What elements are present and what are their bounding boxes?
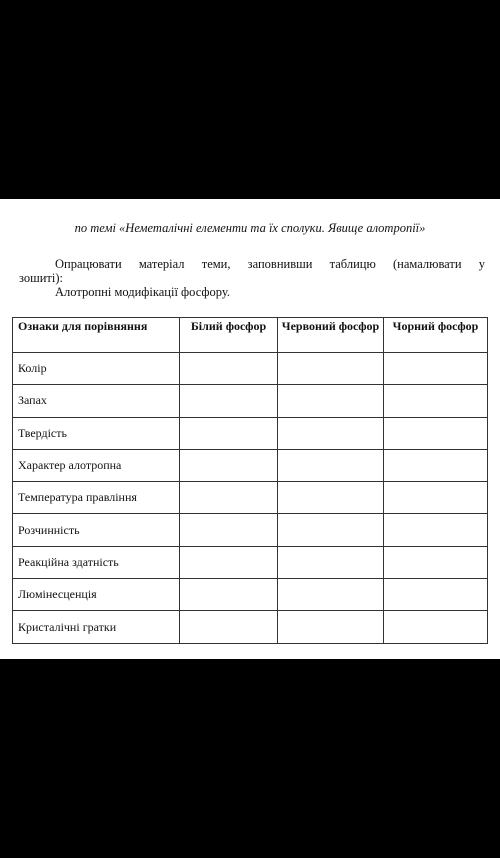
- comparison-table: [12, 317, 488, 644]
- header-criteria: Ознаки для порівняння: [13, 318, 180, 353]
- document-heading: по темі «Неметалічні елементи та їх сполуки. Явище алотропії»: [74, 221, 426, 235]
- instruction-word: теми,: [201, 257, 231, 271]
- table-header-row: [13, 318, 488, 353]
- instruction-word: Опрацювати: [55, 257, 122, 271]
- answer-cell[interactable]: [180, 353, 278, 385]
- answer-cell[interactable]: [278, 417, 384, 449]
- answer-cell[interactable]: [278, 514, 384, 546]
- answer-cell[interactable]: [278, 611, 384, 643]
- table-body: [13, 353, 488, 644]
- table-row: [13, 514, 488, 546]
- table-row: [13, 579, 488, 611]
- header-black-phosphorus: Чорний фосфор: [384, 318, 488, 353]
- answer-cell[interactable]: [180, 579, 278, 611]
- table-row: [13, 385, 488, 417]
- answer-cell[interactable]: [278, 385, 384, 417]
- answer-cell[interactable]: [180, 482, 278, 514]
- instruction-line-1: [19, 257, 485, 271]
- document-page: [0, 199, 500, 659]
- table-row: [13, 611, 488, 643]
- answer-cell[interactable]: [384, 353, 488, 385]
- instruction-word: таблицю: [329, 257, 376, 271]
- table-row: [13, 482, 488, 514]
- answer-cell[interactable]: [384, 417, 488, 449]
- instruction-paragraph: [19, 257, 485, 299]
- header-white-phosphorus: Білий фосфор: [180, 318, 278, 353]
- answer-cell[interactable]: [278, 449, 384, 481]
- instruction-line-2: зошиті):: [19, 271, 64, 285]
- table-row: [13, 449, 488, 481]
- instruction-word: у: [478, 257, 485, 271]
- instruction-word: матеріал: [138, 257, 185, 271]
- answer-cell[interactable]: [384, 579, 488, 611]
- answer-cell[interactable]: [384, 449, 488, 481]
- answer-cell[interactable]: [278, 546, 384, 578]
- instruction-word: заповнивши: [247, 257, 313, 271]
- answer-cell[interactable]: [180, 417, 278, 449]
- table-subtitle: Алотропні модифікації фосфору.: [55, 285, 230, 299]
- criteria-cell: Запах: [13, 385, 180, 417]
- answer-cell[interactable]: [384, 514, 488, 546]
- answer-cell[interactable]: [384, 546, 488, 578]
- answer-cell[interactable]: [278, 579, 384, 611]
- answer-cell[interactable]: [180, 546, 278, 578]
- answer-cell[interactable]: [384, 611, 488, 643]
- answer-cell[interactable]: [384, 482, 488, 514]
- criteria-cell: Люмінесценція: [13, 579, 180, 611]
- answer-cell[interactable]: [278, 482, 384, 514]
- answer-cell[interactable]: [180, 385, 278, 417]
- criteria-cell: Температура правління: [13, 482, 180, 514]
- criteria-cell: Реакційна здатність: [13, 546, 180, 578]
- header-red-phosphorus: Червоний фосфор: [278, 318, 384, 353]
- table-row: [13, 353, 488, 385]
- criteria-cell: Твердість: [13, 417, 180, 449]
- answer-cell[interactable]: [278, 353, 384, 385]
- instruction-word: (намалювати: [392, 257, 462, 271]
- criteria-cell: Колір: [13, 353, 180, 385]
- table-row: [13, 546, 488, 578]
- answer-cell[interactable]: [180, 611, 278, 643]
- criteria-cell: Характер алотропна: [13, 449, 180, 481]
- table-row: [13, 417, 488, 449]
- answer-cell[interactable]: [180, 449, 278, 481]
- answer-cell[interactable]: [180, 514, 278, 546]
- answer-cell[interactable]: [384, 385, 488, 417]
- criteria-cell: Кристалічні гратки: [13, 611, 180, 643]
- criteria-cell: Розчинність: [13, 514, 180, 546]
